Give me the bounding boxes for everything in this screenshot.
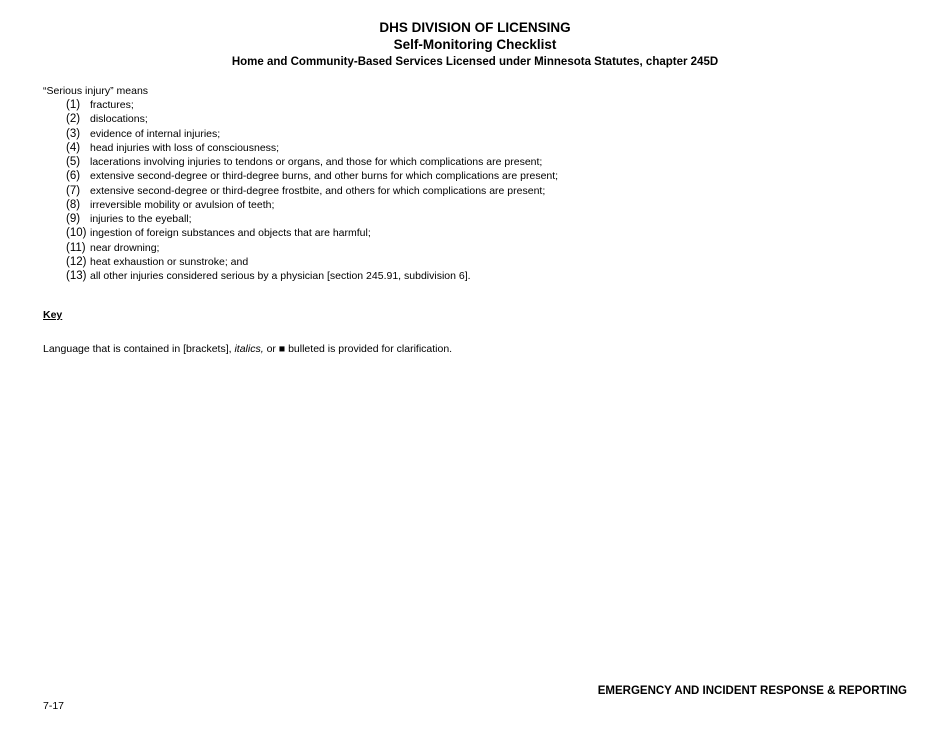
item-number: (8) — [66, 198, 81, 211]
document-header — [0, 20, 950, 70]
checklist-title: Self-Monitoring Checklist — [393, 37, 557, 52]
item-number: (5) — [66, 156, 81, 168]
item-number: (13) — [66, 270, 87, 282]
item-text: dislocations; — [90, 113, 148, 126]
list-item — [66, 212, 558, 226]
section-title: EMERGENCY AND INCIDENT RESPONSE & REPORTING — [597, 685, 907, 697]
item-number: (2) — [66, 113, 81, 126]
list-item — [66, 141, 558, 155]
item-text: fractures; — [90, 99, 134, 111]
item-text: heat exhaustion or sunstroke; and — [90, 255, 249, 268]
item-number: (9) — [66, 213, 81, 225]
item-text: ingestion of foreign substances and objects that are harmful; — [90, 227, 371, 240]
item-text: head injuries with loss of consciousness; — [90, 141, 280, 154]
item-number: (3) — [66, 127, 81, 140]
key-text-italic: italics, — [234, 343, 264, 355]
item-text: lacerations involving injuries to tendons or organs, and those for which complications are present; — [90, 156, 543, 168]
item-text: extensive second-degree or third-degree frostbite, and others for which complications are present; — [90, 184, 546, 197]
list-item — [66, 198, 558, 212]
item-number: (11) — [66, 241, 86, 254]
square-bullet-icon: ■ — [278, 343, 286, 355]
item-number: (7) — [66, 184, 81, 197]
item-text: near drowning; — [90, 241, 160, 254]
key-heading: Key — [43, 309, 63, 321]
list-item — [66, 98, 558, 112]
item-text: injuries to the eyeball; — [90, 213, 192, 225]
page-number: 7-17 — [43, 700, 65, 712]
list-item — [66, 155, 558, 169]
item-number: (6) — [66, 170, 81, 183]
item-number: (1) — [66, 99, 81, 111]
item-number: (4) — [66, 141, 81, 154]
item-text: irreversible mobility or avulsion of teeth; — [90, 198, 275, 211]
item-text: evidence of internal injuries; — [90, 127, 221, 140]
item-text: extensive second-degree or third-degree burns, and other burns for which complications are present; — [90, 170, 559, 183]
serious-injury-list — [66, 98, 558, 283]
list-item — [66, 112, 558, 126]
key-explanation — [43, 343, 452, 356]
list-item — [66, 184, 558, 198]
list-item — [66, 269, 558, 283]
key-text-after: bulleted is provided for clarification. — [285, 343, 453, 355]
list-item — [66, 255, 558, 269]
definition-intro: “Serious injury” means — [43, 85, 149, 97]
checklist-subtitle: Home and Community-Based Services Licensed under Minnesota Statutes, chapter 245D — [231, 56, 719, 68]
key-text-before: Language that is contained in [brackets], — [43, 343, 235, 355]
item-number: (12) — [66, 255, 87, 268]
list-item — [66, 169, 558, 183]
item-text: all other injuries considered serious by a physician [section 245.91, subdivision 6]. — [90, 270, 471, 282]
list-item — [66, 241, 558, 255]
list-item — [66, 226, 558, 240]
item-number: (10) — [66, 227, 87, 240]
list-item — [66, 127, 558, 141]
division-title: DHS DIVISION OF LICENSING — [379, 20, 571, 35]
key-text-mid: or — [263, 343, 279, 355]
